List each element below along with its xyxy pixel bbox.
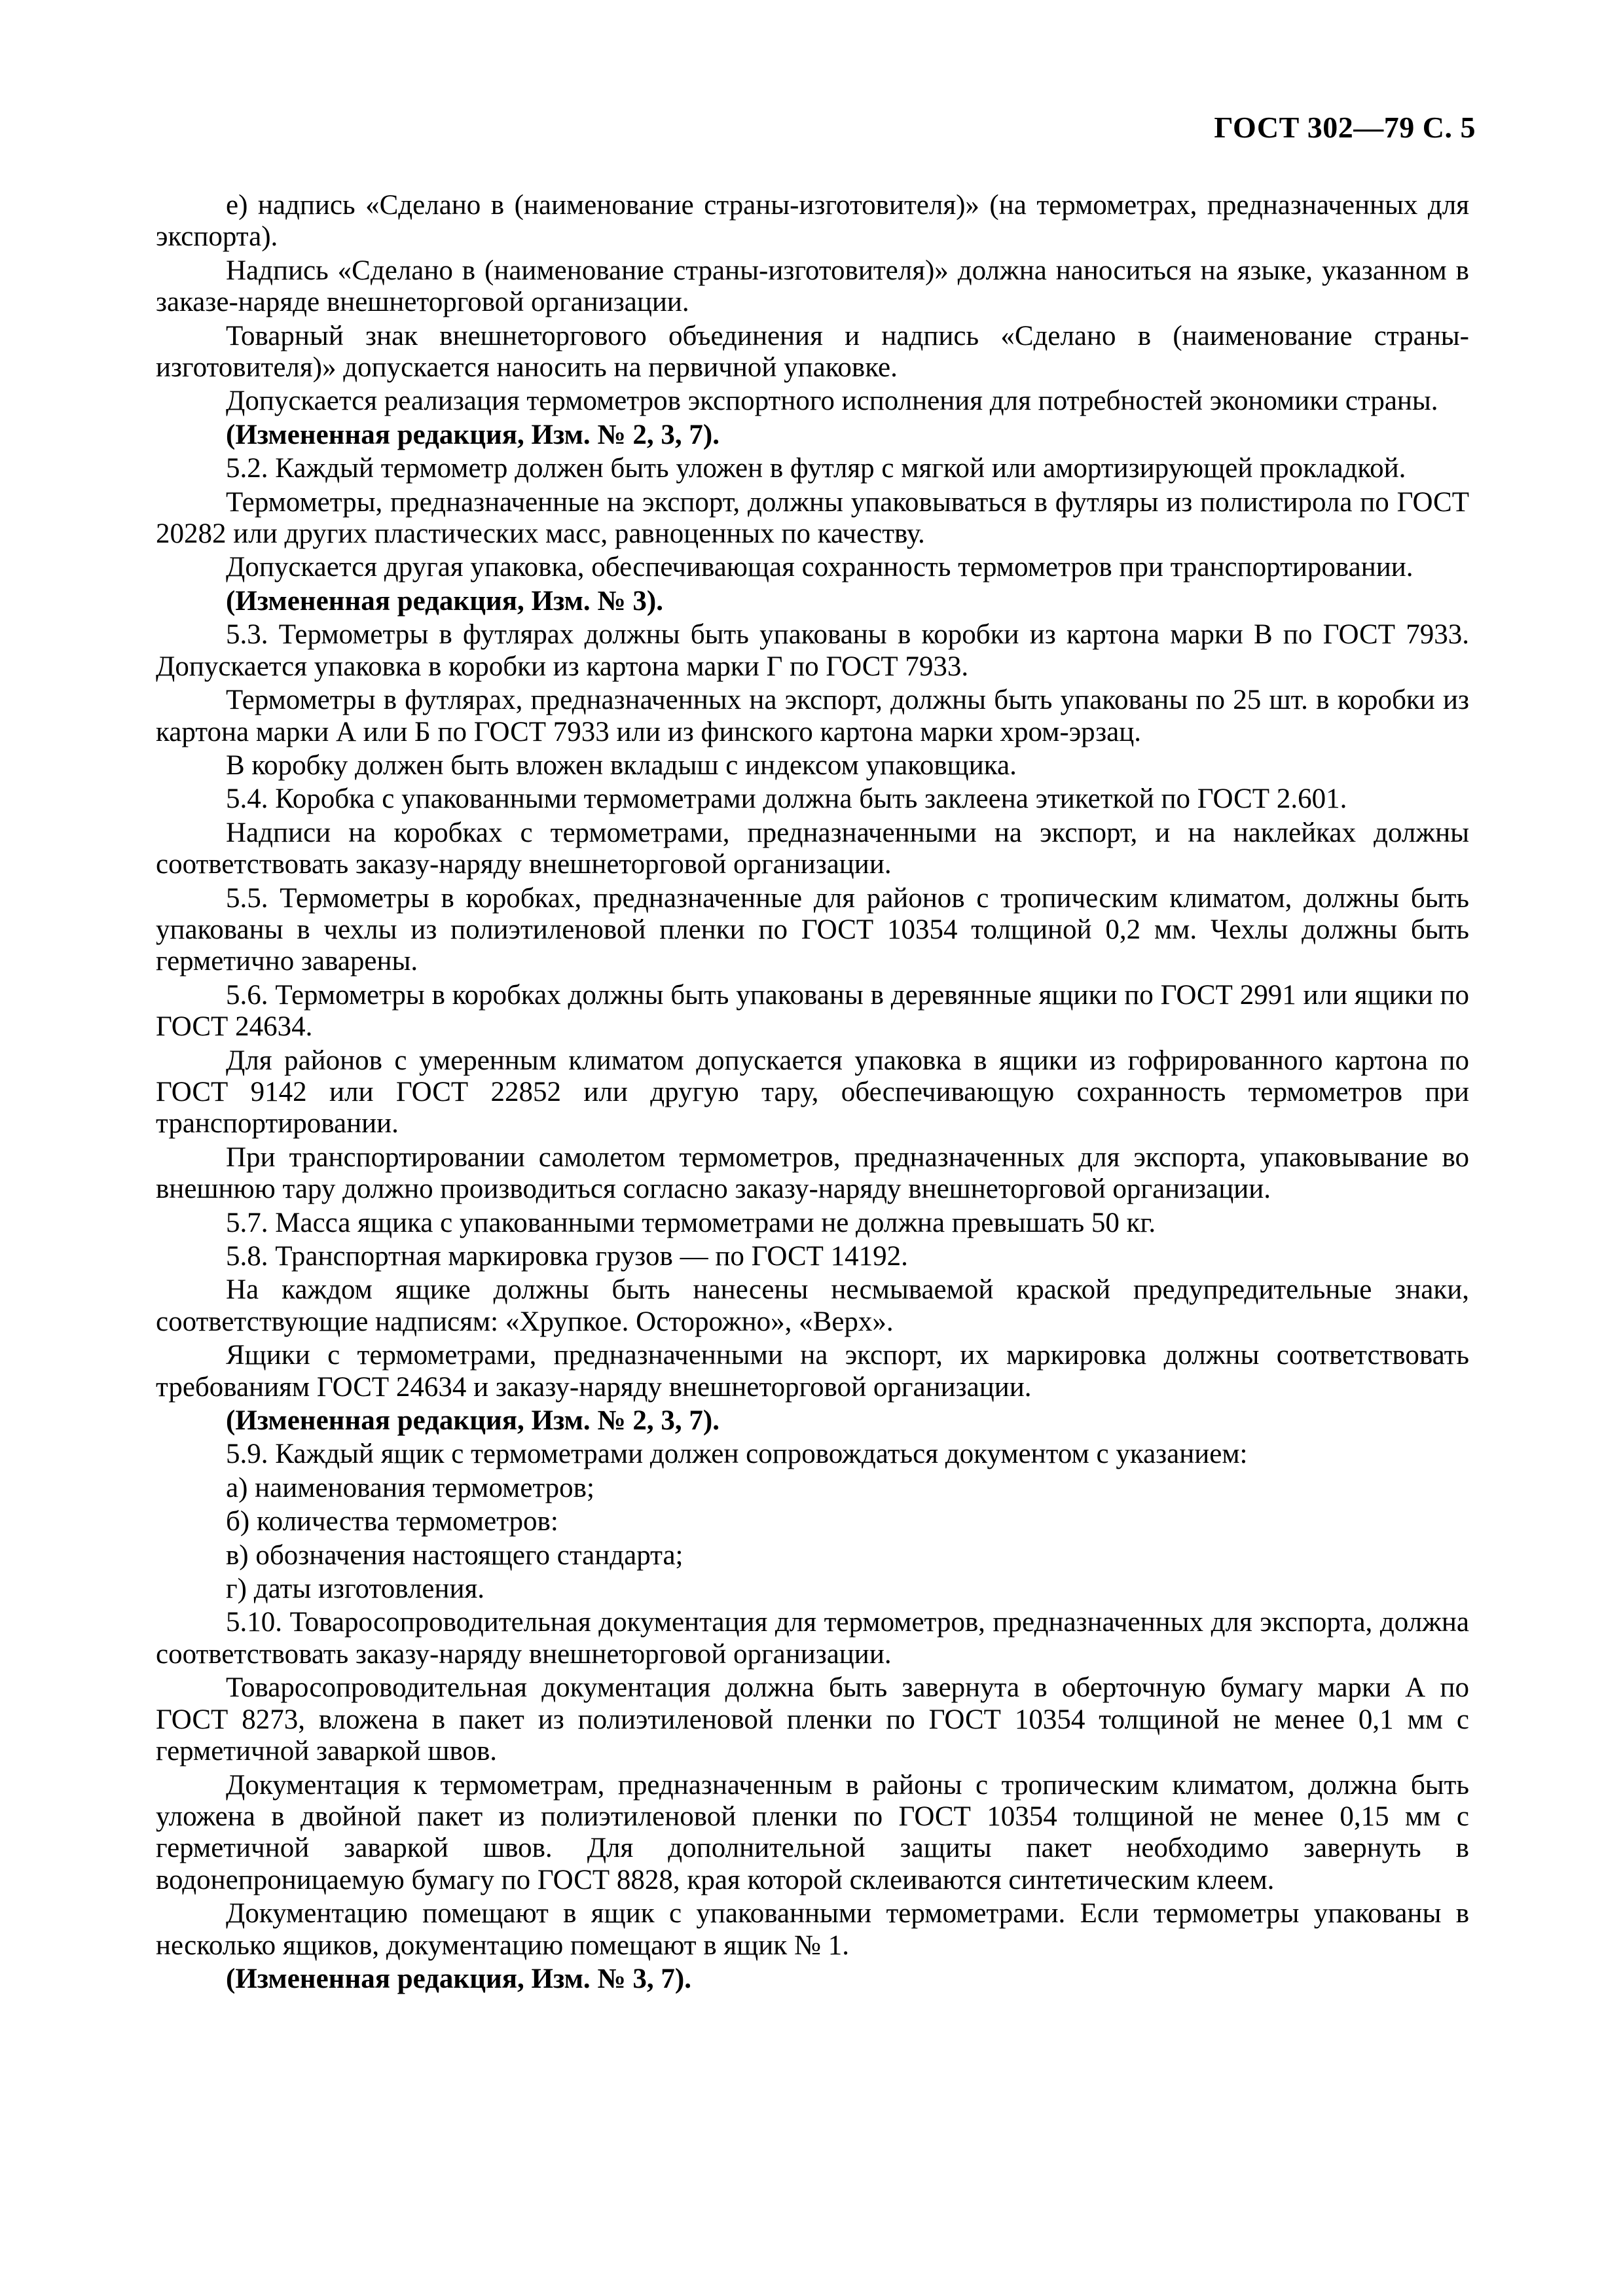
paragraph: В коробку должен быть вложен вкладыш с индексом упаковщика. <box>226 749 1017 781</box>
amendment-note: (Измененная редакция, Изм. № 3). <box>226 585 663 617</box>
paragraph: Надпись «Сделано в (наименование страны-изготовителя)» должна наноситься на языке, указанном в заказе-наряде внешнеторговой организации. <box>156 255 1469 318</box>
paragraph: Надписи на коробках с термометрами, предназначенными на экспорт, и на наклейках должны соответствовать заказу-наряду внешнеторговой организации. <box>156 817 1469 880</box>
paragraph: г) даты изготовления. <box>226 1573 485 1605</box>
page-header: ГОСТ 302—79 С. 5 <box>1214 111 1476 144</box>
paragraph: е) надпись «Сделано в (наименование страны-изготовителя)» (на термометрах, предназначенных для экспорта). <box>156 190 1469 253</box>
paragraph: Ящики с термометрами, предназначенными на экспорт, их маркировка должны соответствовать требованиям ГОСТ 24634 и заказу-наряду внешнеторговой организации. <box>156 1340 1469 1403</box>
paragraph: 5.3. Термометры в футлярах должны быть упакованы в коробки из картона марки В по ГОСТ 7933. Допускается упаковка в коробки из картона марки Г по ГОСТ 7933. <box>156 619 1469 682</box>
paragraph: в) обозначения настоящего стандарта; <box>226 1539 684 1571</box>
paragraph: На каждом ящике должны быть нанесены несмываемой краской предупредительные знаки, соответствующие надписям: «Хрупкое. Осторожно», «Верх». <box>156 1274 1469 1337</box>
paragraph: 5.8. Транспортная маркировка грузов — по ГОСТ 14192. <box>226 1241 908 1272</box>
paragraph: 5.9. Каждый ящик с термометрами должен сопровождаться документом с указанием: <box>226 1439 1248 1470</box>
paragraph: б) количества термометров: <box>226 1506 558 1537</box>
amendment-note: (Измененная редакция, Изм. № 3, 7). <box>226 1963 691 1994</box>
paragraph: Документация к термометрам, предназначенным в районы с тропическим климатом, должна быть уложена в двойной пакет из полиэтиленовой пленки по ГОСТ 10354 толщиной не менее 0,15 мм с герметичной заваркой швов. Для дополнительной защиты пакет необходимо завернуть в водонепроницаемую бумагу по ГОСТ 8828, края которой склеиваются синтетическим клеем. <box>156 1769 1469 1895</box>
paragraph: Термометры, предназначенные на экспорт, должны упаковываться в футляры из полистирола по ГОСТ 20282 или других пластических масс, равноценных по качеству. <box>156 486 1469 550</box>
paragraph: 5.5. Термометры в коробках, предназначенные для районов с тропическим климатом, должны быть упакованы в чехлы из полиэтиленовой пленки по ГОСТ 10354 толщиной 0,2 мм. Чехлы должны быть герметично заварены. <box>156 882 1469 977</box>
paragraph: 5.7. Масса ящика с упакованными термометрами не должна превышать 50 кг. <box>226 1207 1156 1238</box>
amendment-note: (Измененная редакция, Изм. № 2, 3, 7). <box>226 1405 720 1437</box>
paragraph: Допускается другая упаковка, обеспечивающая сохранность термометров при транспортировании. <box>226 552 1413 583</box>
paragraph: Документацию помещают в ящик с упакованными термометрами. Если термометры упакованы в несколько ящиков, документацию помещают в ящик № 1. <box>156 1898 1469 1961</box>
paragraph: 5.4. Коробка с упакованными термометрами должна быть заклеена этикеткой по ГОСТ 2.601. <box>226 783 1347 815</box>
document-body <box>156 190 1469 1995</box>
paragraph: Товаросопроводительная документация должна быть завернута в оберточную бумагу марки А по ГОСТ 8273, вложена в пакет из полиэтиленовой пленки по ГОСТ 10354 толщиной не менее 0,1 мм с герметичной заваркой швов. <box>156 1672 1469 1767</box>
paragraph: Термометры в футлярах, предназначенных на экспорт, должны быть упакованы по 25 шт. в коробки из картона марки А или Б по ГОСТ 7933 или из финского картона марки хром-эрзац. <box>156 685 1469 747</box>
paragraph: Допускается реализация термометров экспортного исполнения для потребностей экономики страны. <box>226 386 1438 417</box>
paragraph: 5.10. Товаросопроводительная документация для термометров, предназначенных для экспорта, должна соответствовать заказу-наряду внешнеторговой организации. <box>156 1607 1469 1670</box>
paragraph: Товарный знак внешнеторгового объединения и надпись «Сделано в (наименование страны-изготовителя)» допускается наносить на первичной упаковке. <box>156 320 1469 384</box>
paragraph: 5.6. Термометры в коробках должны быть упакованы в деревянные ящики по ГОСТ 2991 или ящики по ГОСТ 24634. <box>156 979 1469 1043</box>
amendment-note: (Измененная редакция, Изм. № 2, 3, 7). <box>226 419 720 450</box>
paragraph: Для районов с умеренным климатом допускается упаковка в ящики из гофрированного картона по ГОСТ 9142 или ГОСТ 22852 или другую тару, обеспечивающую сохранность термометров при транспортировании. <box>156 1045 1469 1139</box>
paragraph: а) наименования термометров; <box>226 1472 594 1503</box>
paragraph: При транспортировании самолетом термометров, предназначенных для экспорта, упаковывание во внешнюю тару должно производиться согласно заказу-наряду внешнеторговой организации. <box>156 1141 1469 1205</box>
paragraph: 5.2. Каждый термометр должен быть уложен в футляр с мягкой или амортизирующей прокладкой. <box>226 453 1406 484</box>
